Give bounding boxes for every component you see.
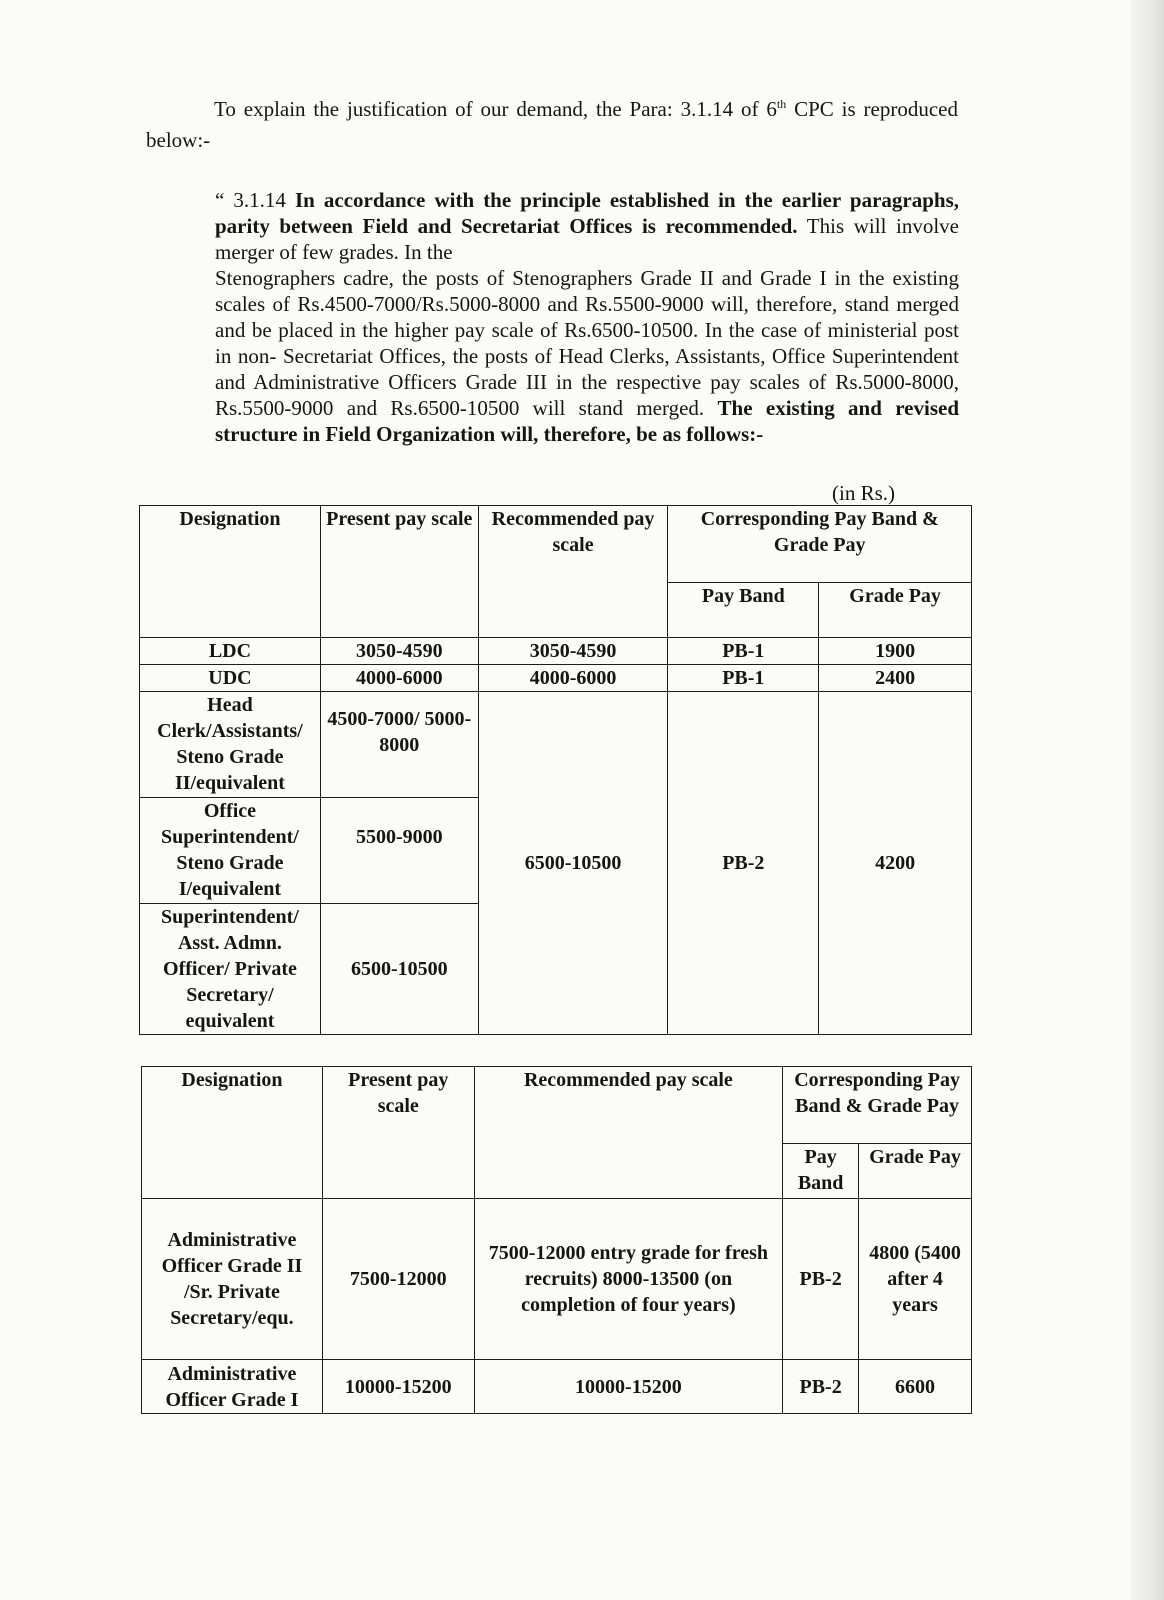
header-present-pay: Present pay scale	[320, 506, 478, 638]
cell-recommended: 10000-15200	[474, 1360, 783, 1414]
cell-present: 10000-15200	[322, 1360, 474, 1414]
cell-recommended: 7500-12000 entry grade for fresh recruits) 8000-13500 (on completion of four years)	[474, 1199, 783, 1360]
header-grade-pay: Grade Pay	[859, 1144, 972, 1199]
table-row	[140, 692, 972, 798]
intro-text-start: To explain the justification of our demand, the Para: 3.1.14 of 6	[214, 97, 777, 121]
header-grade-pay: Grade Pay	[819, 583, 972, 638]
cell-present: 5500-9000	[320, 798, 478, 904]
cell-present: 4000-6000	[320, 665, 478, 692]
cell-pay-band-merged: PB-2	[668, 692, 819, 1035]
quote-bold-tail: The existing and revised structure in Field Organization will, therefore, be as follows:-	[215, 396, 960, 446]
intro-text-end: CPC is reproduced below:-	[146, 97, 958, 152]
quote-bold-lead: In accordance with the principle established in the earlier paragraphs, parity between Field and Secretariat Offices is recommended.	[215, 188, 959, 238]
cell-pay-band: PB-1	[668, 665, 819, 692]
quote-text-1: This will involve merger of few grades. In the	[215, 214, 959, 264]
header-corresponding: Corresponding Pay Band & Grade Pay	[668, 506, 972, 583]
cell-designation: Administrative Officer Grade I	[142, 1360, 323, 1414]
cell-grade-pay-merged: 4200	[819, 692, 972, 1035]
cell-present: 3050-4590	[320, 638, 478, 665]
intro-superscript: th	[776, 97, 787, 111]
header-designation: Designation	[140, 506, 321, 638]
scan-edge	[1130, 0, 1164, 1600]
header-pay-band: Pay Band	[668, 583, 819, 638]
cell-present: 7500-12000	[322, 1199, 474, 1360]
pay-structure-table-1	[139, 505, 972, 1035]
quoted-paragraph	[215, 187, 959, 447]
header-recommended-pay: Recommended pay scale	[478, 506, 668, 638]
intro-paragraph	[146, 94, 958, 156]
cell-recommended: 3050-4590	[478, 638, 668, 665]
cell-designation: Head Clerk/Assistants/ Steno Grade II/equivalent	[140, 692, 321, 798]
cell-designation: Office Superintendent/ Steno Grade I/equivalent	[140, 798, 321, 904]
cell-recommended: 4000-6000	[478, 665, 668, 692]
cell-grade-pay: 1900	[819, 638, 972, 665]
header-recommended-pay: Recommended pay scale	[474, 1067, 783, 1199]
cell-designation: LDC	[140, 638, 321, 665]
header-designation: Designation	[142, 1067, 323, 1199]
cell-grade-pay: 2400	[819, 665, 972, 692]
header-pay-band: Pay Band	[783, 1144, 859, 1199]
cell-grade-pay: 6600	[859, 1360, 972, 1414]
cell-designation: Superintendent/ Asst. Admn. Officer/ Private Secretary/ equivalent	[140, 904, 321, 1035]
table-row	[140, 638, 972, 665]
cell-designation: Administrative Officer Grade II /Sr. Private Secretary/equ.	[142, 1199, 323, 1360]
cell-pay-band: PB-1	[668, 638, 819, 665]
header-present-pay: Present pay scale	[322, 1067, 474, 1199]
cell-present: 6500-10500	[320, 904, 478, 1035]
table-row	[142, 1199, 972, 1360]
header-corresponding: Corresponding Pay Band & Grade Pay	[783, 1067, 972, 1144]
para-number: 3.1.14	[233, 188, 286, 212]
cell-grade-pay: 4800 (5400 after 4 years	[859, 1199, 972, 1360]
cell-pay-band: PB-2	[783, 1360, 859, 1414]
cell-recommended-merged: 6500-10500	[478, 692, 668, 1035]
quote-text-2: Stenographers cadre, the posts of Stenographers Grade II and Grade I in the existing scales of Rs.4500-7000/Rs.5000-8000 and Rs.5500-9000 will, therefore, stand merged and be placed in the higher pay scale of Rs.6500-10500. In the case of ministerial post in non- Secretariat Offices, the posts of Head Clerks, Assistants, Office Superintendent and Administrative Officers Grade III in the respective pay scales of Rs.5000-8000, Rs.5500-9000 and Rs.6500-10500 will stand merged.	[215, 266, 959, 420]
unit-note: (in Rs.)	[832, 481, 895, 505]
pay-structure-table-2	[141, 1066, 972, 1414]
quote-open-mark: “	[215, 188, 225, 212]
cell-designation: UDC	[140, 665, 321, 692]
table-row	[140, 665, 972, 692]
table-row	[142, 1360, 972, 1414]
cell-pay-band: PB-2	[783, 1199, 859, 1360]
cell-present: 4500-7000/ 5000-8000	[320, 692, 478, 798]
